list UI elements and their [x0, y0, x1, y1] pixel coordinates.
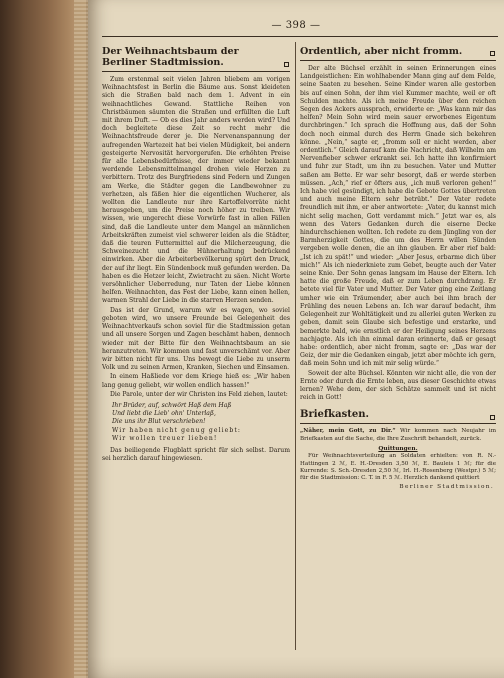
- header-rule: [102, 36, 498, 37]
- article-title-orderly: [300, 46, 496, 57]
- letters-heading: [300, 409, 496, 421]
- verse-line: Ihr Brüder, auf, schwört Haß dem Haß: [112, 401, 232, 409]
- receipts-heading: Quittungen.: [378, 446, 418, 453]
- title-rule: [300, 423, 496, 424]
- title-end-mark: [490, 415, 495, 420]
- paragraph: Die Parole, unter der wir Christen ins Feld ziehen, lautet:: [110, 390, 288, 398]
- right-column: [300, 44, 496, 650]
- article-title-christmas-tree: [102, 46, 290, 68]
- letters-heading-text: Briefkasten.: [300, 409, 369, 421]
- paragraph: Das ist der Grund, warum wir es wagen, wo soviel geboten wird, wo unsere Freunde bei Gelegenheit des Weihnachtverkaufs schon soviel für die Stadtmission getan und all unsere Sorgen und Zagen beschämt haben, dennoch wieder mit der Bitte für den Weihnachtsbaum an sie heranzutreten. Wir kommen und fast unverschämt vor. Aber wir bitten nicht für uns. Uns bewegt die Liebe zu unserm Volk und zu seinen Armen, Kranken, Siechen und Einsamen.: [102, 306, 290, 372]
- verse-block: [112, 402, 290, 443]
- paragraph: Soweit der alte Büchsel. Könnten wir nicht alle, die von der Ernte oder durch die Ernte leben, aus dieser Geschichte etwas lernen? Wehe dem, der sich Schätze sammelt und ist nicht reich in Gott!: [300, 369, 496, 402]
- verse-line: Wir wollen treuer lieben!: [112, 434, 218, 442]
- signature: Berliner Stadtmission.: [399, 483, 494, 490]
- page-bottom-shade: [88, 656, 504, 678]
- paragraph: Der alte Büchsel erzählt in seinen Erinnerungen eines Landgeistlichen: Ein wohlhabender Mann ging auf dem Felde, seine Saaten zu besehen. Seine Kinder waren alle gestorben bis auf einen Sohn, der ihm viel Kummer machte, weil er oft Schulden machte. Als ich meine Freude über den reichen Segen des Ackers aussprach, erwiderte er: „Was kann mir das helfen? Mein Sohn wird mein sauer erworbenes Eigentum durchbringen.“ Ich sprach die Hoffnung aus, daß der Sohn doch noch einmal durch des Herrn Gnade sich bekehren könne. „Nein,“ sagte er, „fromm soll er nicht werden, aber ordentlich.“ Gleich darauf kam die Nachricht, daß Wilhelm am Nervenfieber schwer erkrankt sei. Ich hatte ihn konfirmiert und fuhr zur Stadt, um ihn zu besuchen. Vater und Mutter saßen am Bette. Er war sehr besorgt, daß er werde sterben müssen. „Ach,“ rief er öfters aus, „ich muß verloren gehen!“ Ich habe viel gesündigt, ich habe die Gebote Gottes übertreten und auch meine Eltern sehr betrübt.“ Der Vater redete freundlich mit ihm, er aber antwortete: „Vater, du kannst mich nicht selig machen, Gott verdammt mich.“ Jetzt war es, als wenn des Vaters Gedanken durch die eiserne Decke hindurchschienen wollten. Ich redete zu dem Jüngling von der Barmherzigkeit Gottes, die um des Herrn willen Sünden vergeben wolle denen, die an ihn glauben. Er aber rief bald: „Ist ich zu spät!“ und wieder: „Aber Jesus, erbarme dich über mich!“ Als ich niederkniete zum Gebet, beugte auch der Vater seine Knie. Der Sohn genas langsam im Hause der Eltern. Ich hatte die große Freude, daß er zum Leben durchdrang. Er betete viel für Vater und Mutter. Der Vater ging eine Zeitlang umher wie ein Träumender, aber auch bei ihm brach der Frühling des neuen Lebens an. Ich war darauf bedacht, ihm Gelegenheit zur Wohltätigkeit und zu allerlei guten Werken zu geben, damit sein Glaube sich befestige und erstarke, und bemerkte bald, wie ernstlich er der Heiligung seines Herzens nachjagte. Als ich ihn einmal daran erinnerte, daß er gesagt habe: ordentlich, aber nicht fromm, sagte er: „Das war der Geiz, der mir die Gedanken eingab, jetzt aber möchte ich gern, daß mein Sohn und ich mit mir selig würde.“: [300, 65, 496, 368]
- article-title-text: Der Weihnachtsbaum der Berliner Stadtmission.: [102, 46, 239, 68]
- letter-reply-title: „Näher, mein Gott, zu Dir.“: [300, 428, 396, 435]
- title-rule: [102, 71, 290, 72]
- receipts-text: Für Weihnachtsverteilung an Soldaten erhielten: von R. N.-Hattingen 2 ℳ, E. H.-Dresden 3,50 ℳ, E. Bauleis 1 ℳ; für die Kurrende: S. Sch.-Dresden 2,50 ℳ, Irl. H.-Rosenberg (Westpr.) 5 ℳ; für die Stadtmission: C. T. in F. 5 ℳ. Herzlich dankend quittiert: [300, 453, 496, 482]
- title-rule: [300, 60, 496, 61]
- article-title-text: Ordentlich, aber nicht fromm.: [300, 46, 463, 57]
- page-number: — 398 —: [271, 20, 321, 31]
- verse-line: Und liebt die Lieb' ohn' Unterlaß,: [112, 410, 216, 418]
- paragraph: Zum erstenmal seit vielen Jahren bliebem am vorigen Weihnachtsfest in Berlin die Bäume aus. Sonst kleideten sich die Straßen bald nach dem 1. Advent in ein weihnachtliches Gewand. Stattliche Reihen von Christbäumen säumten die Straßen und erfüllten die Luft mit ihrem Duft. — Ob es dies Jahr anders werden wird? Und doch begleitete diese Zeit so recht mehr die Weihnachtsfreude derer je. Die Nervenanspannung der aufregenden Wartezeit hat bei vielen Müdigkeit, bei andern gesteigerte Nervosität hervorgerufen. Die erhöhten Preise für alle Lebensbedürfnisse, der immer wieder bekannt werdende Lebensmittelmangel drohen viele Herzen zu verbittern. Trotz des Burgfriedens sind Federn und Zungen am Werke, die Städter gegen die Landbewohner zu verhetzen, als fäßen hier die eigentlichen Wucherer, als wollten die Landleute nur ihre Kartoffelvorräte nicht herausgeben, um die Preise noch höher zu treiben. Wir wissen, wie ungerecht diese Vorwürfe fast in allen Fällen sind, daß die Landleute unter dem Mangel an männlichen Arbeitskräften zumeist viel schwerer leiden als die Städter, daß die teuren Futtermittel auf die Milcherzeugung, die Schweinezucht und die Hühnerhaltung bedrückend einwirken. Aber die Arbeiterbevölkerung spürt den Druck, der auf ihr liegt. Ein Sündenbock muß gefunden werden. Da haben es die Hetzer leicht, Zwietracht zu säen. Nicht Worte versöhnlicher Ueberredung, nur Taten der Liebe können helfen. Weihnachten, das Fest der Liebe, kann einen hellen, warmen Strahl der Liebe in die starren Herzen senden.: [102, 76, 290, 305]
- verse-line: Wir haben nicht genug geliebt:: [112, 426, 242, 434]
- title-end-mark: [284, 62, 289, 67]
- left-column: [102, 44, 290, 650]
- title-end-mark: [490, 51, 495, 56]
- paragraph: In einem Haßliede vor dem Kriege hieß es: „Wir haben lang genug geliebt, wir wollen endlich hassen!“: [102, 373, 290, 389]
- letter-reply-text: Wir kommen nach Neujahr im Briefkasten auf die Sache, die Ihre Zuschrift behandelt, zurück.: [300, 428, 496, 442]
- book-page: [88, 0, 504, 678]
- letter-reply: [300, 428, 496, 443]
- column-divider: [295, 42, 296, 650]
- paragraph-closing: Das beiliegende Flugblatt spricht für sich selbst. Darum sei herzlich darauf hingewiesen.: [102, 446, 290, 463]
- verse-line: Die uns ihr Blut verschrieben!: [112, 418, 206, 426]
